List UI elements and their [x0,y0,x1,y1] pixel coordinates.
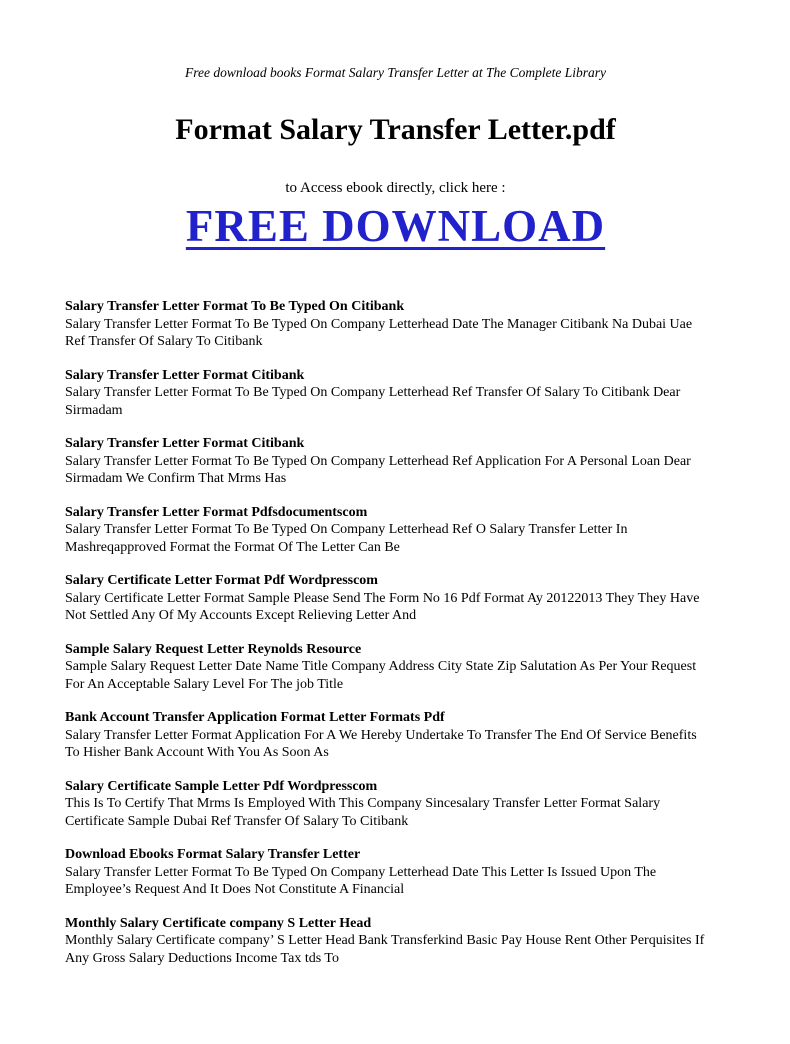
section-body-line: Salary Certificate Letter Format Sample Please Send The Form No 16 Pdf Format Ay 20122013 They They Have [65,590,700,606]
section-heading: Salary Transfer Letter Format Citibank [65,367,305,383]
listing-section [65,504,726,557]
section-body-line: Monthly Salary Certificate company’ S Letter Head Bank Transferkind Basic Pay House Rent Other Perquisites If [65,933,705,948]
section-heading: Salary Transfer Letter Format To Be Typed On Citibank [65,299,405,314]
free-download-link[interactable]: FREE DOWNLOAD [185,201,606,251]
listing-section [65,641,726,694]
listing-section [65,709,726,762]
section-body-line: Salary Transfer Letter Format To Be Typed On Company Letterhead Date The Manager Citibank Na Dubai Uae [65,316,693,332]
section-heading: Salary Transfer Letter Format Citibank [65,436,305,451]
section-body-line: Salary Transfer Letter Format To Be Typed On Company Letterhead Date This Letter Is Issued Upon The [65,864,657,880]
header-note: Free download books Format Salary Transfer Letter at The Complete Library [185,65,606,80]
section-heading: Monthly Salary Certificate company S Letter Head [65,915,372,931]
listing-section [65,846,726,899]
section-heading: Salary Transfer Letter Format Pdfsdocumentscom [65,504,368,520]
listing-section [65,435,726,488]
section-body-line: Sirmadam We Confirm That Mrms Has [65,471,287,486]
section-heading: Bank Account Transfer Application Format Letter Formats Pdf [65,710,445,725]
section-body-line: Salary Transfer Letter Format To Be Typed On Company Letterhead Ref Transfer Of Salary To Citibank Dear [65,385,681,400]
access-instruction: to Access ebook directly, click here : [285,180,506,196]
section-heading: Download Ebooks Format Salary Transfer Letter [65,847,361,862]
section-body-line: Salary Transfer Letter Format To Be Typed On Company Letterhead Ref O Salary Transfer Letter In [65,522,628,537]
section-list [65,298,726,967]
download-link-area [65,200,726,252]
section-body-line: Certificate Sample Dubai Ref Transfer Of Salary To Citibank [65,813,409,829]
section-body-line: For An Acceptable Salary Level For The job Title [65,676,344,692]
section-heading: Salary Certificate Letter Format Pdf Wordpresscom [65,573,378,588]
listing-section [65,298,726,351]
section-heading: Sample Salary Request Letter Reynolds Resource [65,641,362,657]
section-body-line: To Hisher Bank Account With You As Soon As [65,745,329,760]
section-body-line: Salary Transfer Letter Format To Be Typed On Company Letterhead Ref Application For A Personal Loan Dear [65,453,691,469]
section-body-line: Sirmadam [65,402,123,418]
section-body-line: Mashreqapproved Format the Format Of The Letter Can Be [65,539,400,555]
section-body-line: Any Gross Salary Deductions Income Tax tds To [65,950,339,966]
page-title: Format Salary Transfer Letter.pdf [175,113,616,146]
listing-section [65,367,726,420]
listing-section [65,915,726,968]
section-heading: Salary Certificate Sample Letter Pdf Wordpresscom [65,778,378,794]
section-body-line: Not Settled Any Of My Accounts Except Relieving Letter And [65,608,417,623]
listing-section [65,572,726,625]
section-body-line: Ref Transfer Of Salary To Citibank [65,334,263,349]
section-body-line: This Is To Certify That Mrms Is Employed With This Company Sincesalary Transfer Letter Format Salary [65,796,661,811]
section-body-line: Employee’s Request And It Does Not Constitute A Financial [65,882,405,897]
listing-section [65,778,726,831]
section-body-line: Salary Transfer Letter Format Application For A We Hereby Undertake To Transfer The End Of Service Benefits [65,727,697,743]
section-body-line: Sample Salary Request Letter Date Name Title Company Address City State Zip Salutation As Per Your Request [65,659,697,674]
